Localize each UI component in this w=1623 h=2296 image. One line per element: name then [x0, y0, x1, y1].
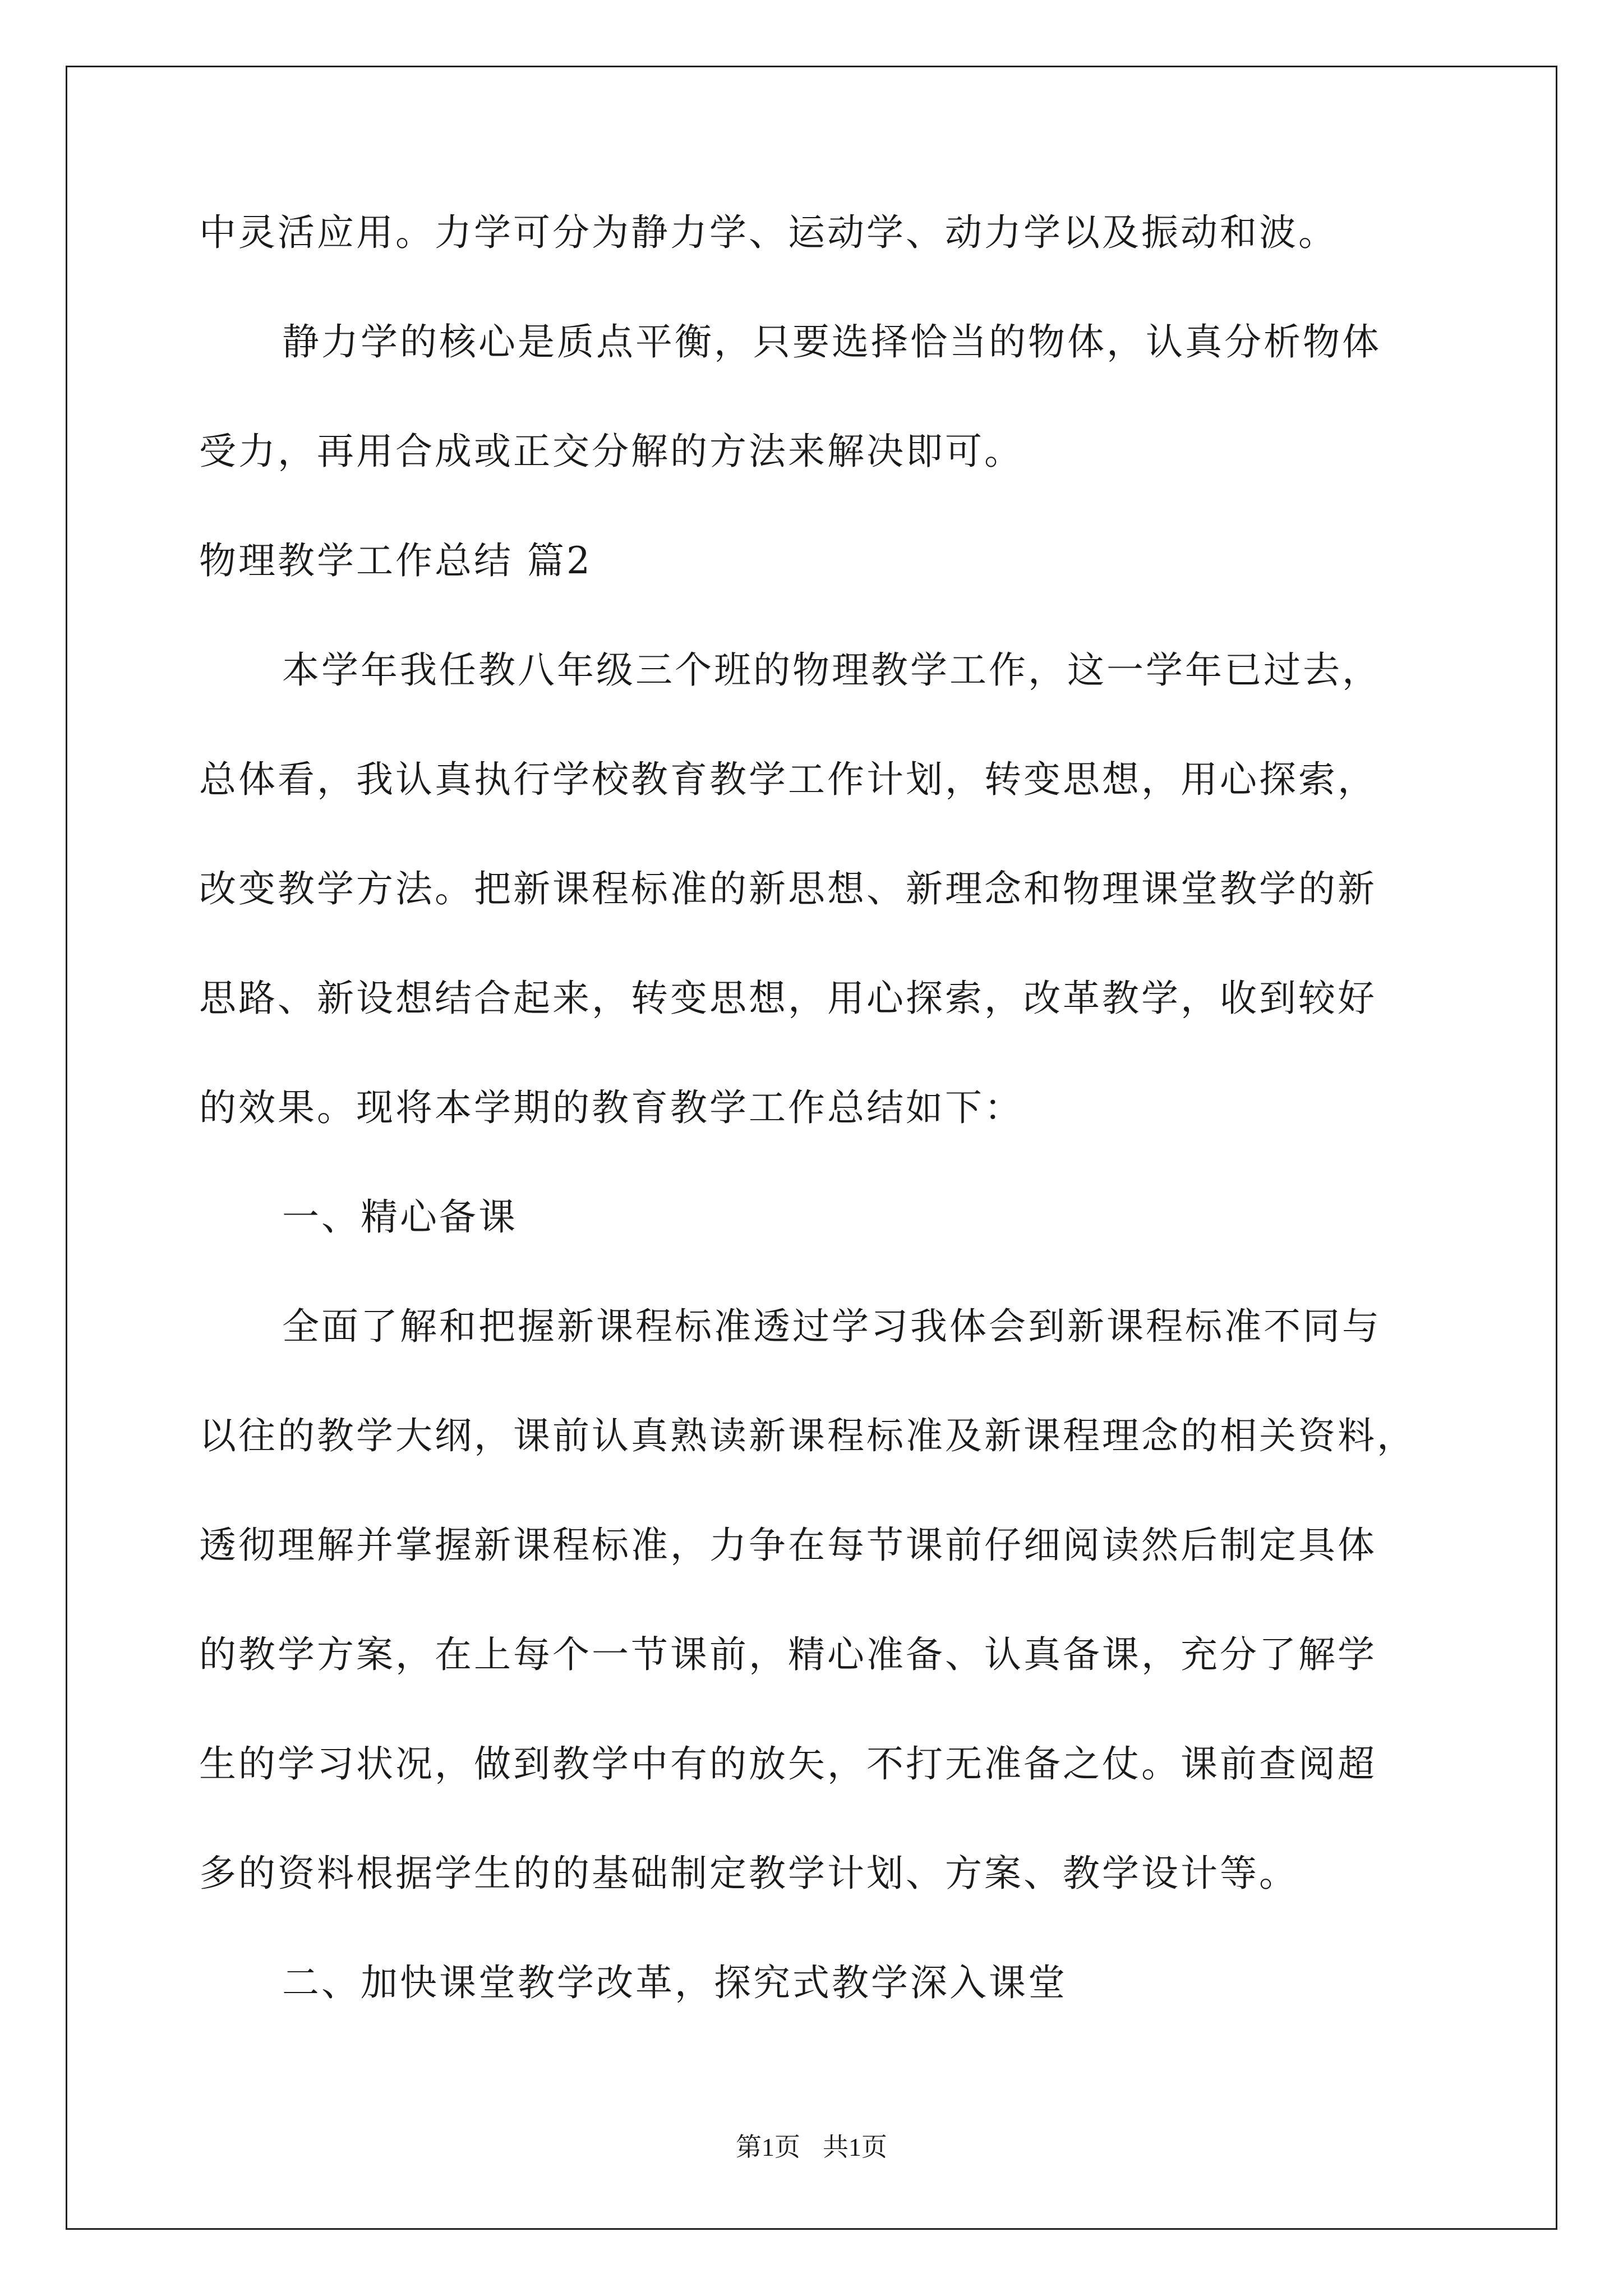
subheading: 二、加快课堂教学改革，探究式教学深入课堂 [282, 1961, 1067, 2004]
text-line: 透彻理解并掌握新课程标准，力争在每节课前仔细阅读然后制定具体 [199, 1524, 1377, 1567]
page-border [66, 66, 1557, 2230]
text-line: 受力，再用合成或正交分解的方法来解决即可。 [199, 430, 1023, 473]
text-line: 多的资料根据学生的的基础制定教学计划、方案、教学设计等。 [199, 1852, 1298, 1895]
text-line: 中灵活应用。力学可分为静力学、运动学、动力学以及振动和波。 [199, 211, 1338, 254]
text-line: 的效果。现将本学期的教育教学工作总结如下： [199, 1086, 1023, 1129]
subheading: 一、精心备课 [282, 1195, 518, 1239]
section-heading: 物理教学工作总结 篇2 [199, 539, 592, 582]
text-line: 总体看，我认真执行学校教育教学工作计划，转变思想，用心探索， [199, 758, 1377, 801]
paragraph-line: 本学年我任教八年级三个班的物理教学工作，这一学年已过去， [282, 648, 1381, 692]
text-line: 以往的教学大纲，课前认真熟读新课程标准及新课程理念的相关资料， [199, 1414, 1416, 1457]
text-line: 生的学习状况，做到教学中有的放矢，不打无准备之仗。课前查阅超 [199, 1742, 1377, 1786]
page-number-total: 共1页 [823, 2133, 887, 2161]
paragraph-line: 全面了解和把握新课程标准透过学习我体会到新课程标准不同与 [282, 1305, 1381, 1348]
text-line: 思路、新设想结合起来，转变思想，用心探索，改革教学，收到较好 [199, 977, 1377, 1020]
paragraph-line: 静力学的核心是质点平衡，只要选择恰当的物体，认真分析物体 [282, 320, 1381, 364]
page-footer [0, 2131, 1623, 2164]
text-line: 改变教学方法。把新课程标准的新思想、新理念和物理课堂教学的新 [199, 867, 1377, 910]
text-line: 的教学方案，在上每个一节课前，精心准备、认真备课，充分了解学 [199, 1633, 1377, 1676]
page-number-current: 第1页 [736, 2133, 800, 2161]
